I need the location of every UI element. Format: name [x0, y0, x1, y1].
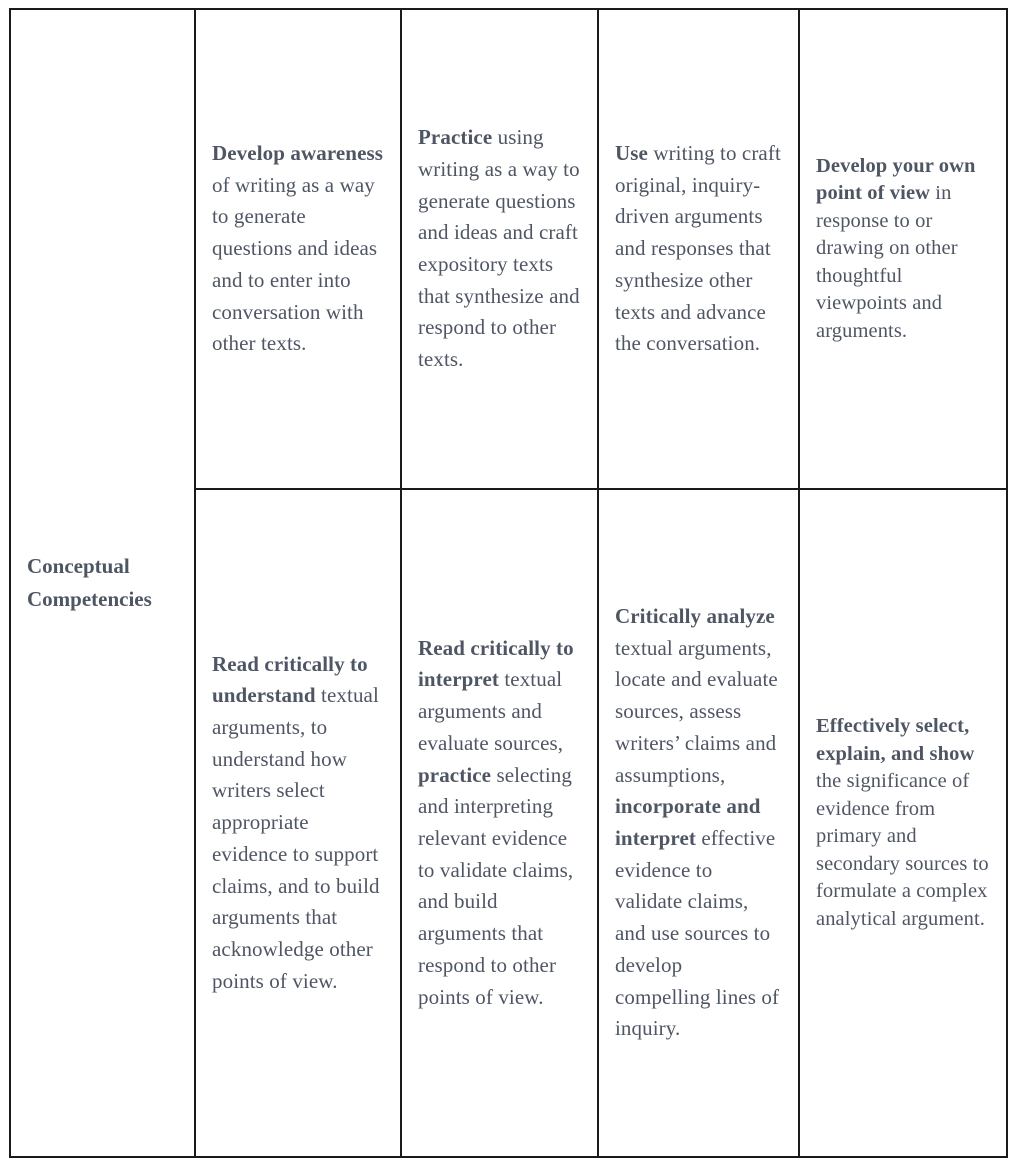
competency-cell [799, 9, 1007, 489]
competencies-table [9, 8, 1008, 1158]
competency-text: Read critically to interpret textual arguments and evaluate sources, practice selecting and interpreting relevant evidence to validate claims, and build arguments that respond to other points of view. [418, 635, 574, 1009]
competency-text: Develop your own point of view in response to or drawing on other thoughtful viewpoints and arguments. [816, 154, 976, 342]
competency-text: Develop awareness of writing as a way to generate questions and ideas and to enter into conversation with other texts. [212, 141, 384, 356]
competency-text: Effectively select, explain, and show the significance of evidence from primary and secondary sources to formulate a complex analytical argument. [816, 715, 989, 930]
row-header-cell [10, 9, 195, 1157]
competency-cell [598, 489, 799, 1157]
table-row [10, 9, 1007, 489]
competency-text: Critically analyze textual arguments, locate and evaluate sources, assess writers’ claims and assumptions, incorporate and interpret effective evidence to validate claims, and use sources to develop compelling lines of inquiry. [615, 604, 780, 1041]
competency-text: Use writing to craft original, inquiry-driven arguments and responses that synthesize other texts and advance the conversation. [615, 141, 781, 356]
competency-cell [401, 9, 598, 489]
competency-cell [598, 9, 799, 489]
competency-text: Practice using writing as a way to generate questions and ideas and craft expository texts that synthesize and respond to other texts. [418, 125, 580, 372]
competency-cell [799, 489, 1007, 1157]
competency-text: Read critically to understand textual arguments, to understand how writers select appropriate evidence to support claims, and to build arguments that acknowledge other points of view. [212, 651, 380, 993]
competency-cell [401, 489, 598, 1157]
competency-cell [195, 489, 401, 1157]
competency-cell [195, 9, 401, 489]
row-header-label: Conceptual Competencies [27, 554, 152, 611]
